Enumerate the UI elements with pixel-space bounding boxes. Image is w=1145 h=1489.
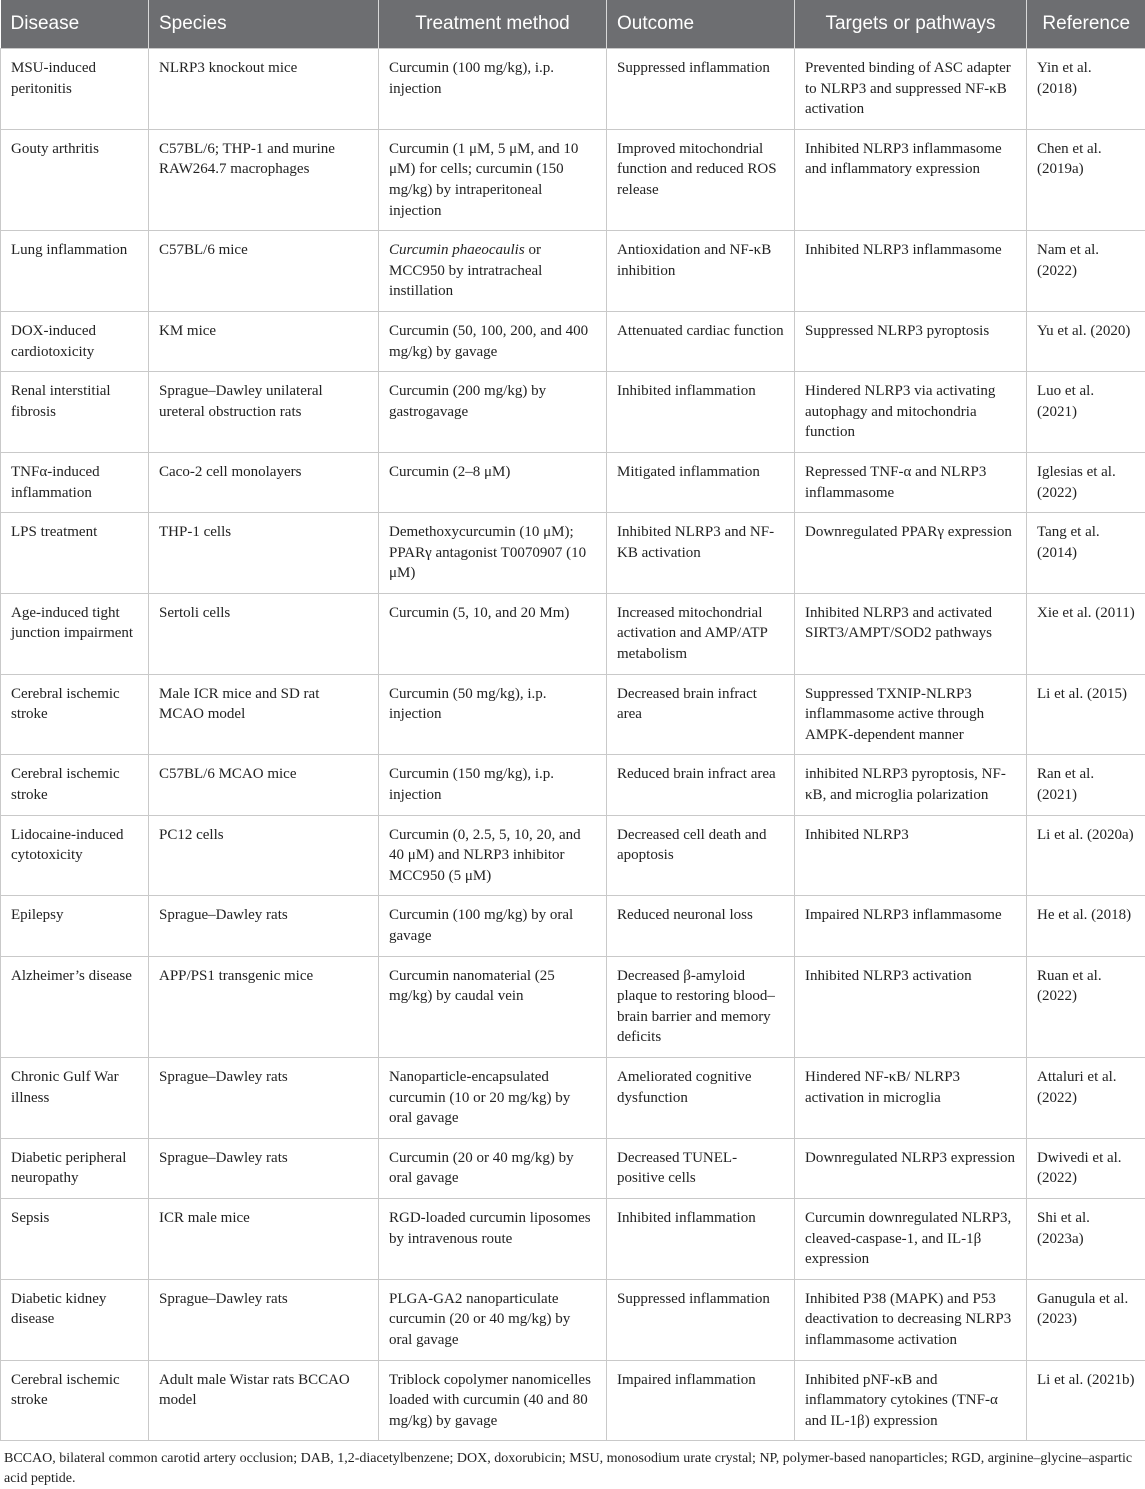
table-row: [1, 231, 1145, 312]
outcome-cell: Inhibited inflammation: [607, 1198, 795, 1279]
header-treatment-method: Treatment method: [379, 0, 607, 49]
treatment-cell: Curcumin (100 mg/kg) by oral gavage: [379, 896, 607, 956]
table-row: [1, 593, 1145, 674]
treatment-cell: Curcumin phaeocaulis or MCC950 by intratracheal instillation: [379, 231, 607, 312]
disease-cell: Lung inflammation: [1, 231, 149, 312]
species-cell: Caco-2 cell monolayers: [149, 452, 379, 512]
targets-cell: Impaired NLRP3 inflammasome: [795, 896, 1027, 956]
disease-cell: Gouty arthritis: [1, 129, 149, 230]
reference-cell: Ganugula et al. (2023): [1027, 1279, 1145, 1360]
header-targets-pathways: Targets or pathways: [795, 0, 1027, 49]
species-cell: Sprague–Dawley rats: [149, 1279, 379, 1360]
targets-cell: Suppressed NLRP3 pyroptosis: [795, 311, 1027, 371]
reference-cell: Nam et al. (2022): [1027, 231, 1145, 312]
header-species: Species: [149, 0, 379, 49]
table-row: [1, 1279, 1145, 1360]
treatment-cell: PLGA-GA2 nanoparticulate curcumin (20 or 40 mg/kg) by oral gavage: [379, 1279, 607, 1360]
targets-cell: Inhibited NLRP3 and activated SIRT3/AMPT/SOD2 pathways: [795, 593, 1027, 674]
table-row: [1, 755, 1145, 815]
reference-cell: Li et al. (2015): [1027, 674, 1145, 755]
reference-cell: Li et al. (2020a): [1027, 815, 1145, 896]
reference-cell: Ruan et al. (2022): [1027, 956, 1145, 1057]
disease-cell: Alzheimer’s disease: [1, 956, 149, 1057]
treatment-cell: Curcumin (100 mg/kg), i.p. injection: [379, 49, 607, 130]
targets-cell: Hindered NLRP3 via activating autophagy and mitochondria function: [795, 372, 1027, 453]
species-cell: KM mice: [149, 311, 379, 371]
species-cell: NLRP3 knockout mice: [149, 49, 379, 130]
treatment-cell: Curcumin (50, 100, 200, and 400 mg/kg) by gavage: [379, 311, 607, 371]
outcome-cell: Reduced neuronal loss: [607, 896, 795, 956]
disease-cell: DOX-induced cardiotoxicity: [1, 311, 149, 371]
table-row: [1, 311, 1145, 371]
outcome-cell: Inhibited inflammation: [607, 372, 795, 453]
outcome-cell: Decreased β-amyloid plaque to restoring blood–brain barrier and memory deficits: [607, 956, 795, 1057]
disease-cell: LPS treatment: [1, 513, 149, 594]
disease-cell: Sepsis: [1, 1198, 149, 1279]
reference-cell: Dwivedi et al. (2022): [1027, 1138, 1145, 1198]
outcome-cell: Decreased brain infract area: [607, 674, 795, 755]
reference-cell: Li et al. (2021b): [1027, 1360, 1145, 1441]
treatment-cell: Nanoparticle-encapsulated curcumin (10 or 20 mg/kg) by oral gavage: [379, 1057, 607, 1138]
reference-cell: Tang et al. (2014): [1027, 513, 1145, 594]
species-cell: C57BL/6 mice: [149, 231, 379, 312]
disease-cell: Chronic Gulf War illness: [1, 1057, 149, 1138]
reference-cell: Shi et al. (2023a): [1027, 1198, 1145, 1279]
table-row: [1, 815, 1145, 896]
targets-cell: Prevented binding of ASC adapter to NLRP3 and suppressed NF-κB activation: [795, 49, 1027, 130]
outcome-cell: Impaired inflammation: [607, 1360, 795, 1441]
treatment-cell: Curcumin (1 μM, 5 μM, and 10 μM) for cells; curcumin (150 mg/kg) by intraperitoneal injection: [379, 129, 607, 230]
outcome-cell: Reduced brain infract area: [607, 755, 795, 815]
reference-cell: Yin et al. (2018): [1027, 49, 1145, 130]
disease-cell: Lidocaine-induced cytotoxicity: [1, 815, 149, 896]
disease-cell: Cerebral ischemic stroke: [1, 1360, 149, 1441]
outcome-cell: Ameliorated cognitive dysfunction: [607, 1057, 795, 1138]
treatment-cell: Demethoxycurcumin (10 μM); PPARγ antagonist T0070907 (10 μM): [379, 513, 607, 594]
targets-cell: Inhibited P38 (MAPK) and P53 deactivation to decreasing NLRP3 inflammasome activation: [795, 1279, 1027, 1360]
reference-cell: Xie et al. (2011): [1027, 593, 1145, 674]
reference-cell: Attaluri et al. (2022): [1027, 1057, 1145, 1138]
table-row: [1, 129, 1145, 230]
targets-cell: Inhibited NLRP3 activation: [795, 956, 1027, 1057]
disease-cell: Diabetic peripheral neuropathy: [1, 1138, 149, 1198]
disease-cell: Epilepsy: [1, 896, 149, 956]
table-row: [1, 513, 1145, 594]
targets-cell: Hindered NF-κB/ NLRP3 activation in microglia: [795, 1057, 1027, 1138]
reference-cell: Yu et al. (2020): [1027, 311, 1145, 371]
table-row: [1, 674, 1145, 755]
outcome-cell: Increased mitochondrial activation and AMP/ATP metabolism: [607, 593, 795, 674]
outcome-cell: Decreased cell death and apoptosis: [607, 815, 795, 896]
outcome-cell: Inhibited NLRP3 and NF-KB activation: [607, 513, 795, 594]
species-cell: Adult male Wistar rats BCCAO model: [149, 1360, 379, 1441]
targets-cell: Curcumin downregulated NLRP3, cleaved-caspase-1, and IL-1β expression: [795, 1198, 1027, 1279]
targets-cell: Inhibited NLRP3 inflammasome: [795, 231, 1027, 312]
treatment-cell: Curcumin (2–8 μM): [379, 452, 607, 512]
species-cell: Sprague–Dawley rats: [149, 1138, 379, 1198]
reference-cell: Luo et al. (2021): [1027, 372, 1145, 453]
species-cell: Sprague–Dawley rats: [149, 896, 379, 956]
outcome-cell: Suppressed inflammation: [607, 49, 795, 130]
reference-cell: He et al. (2018): [1027, 896, 1145, 956]
table-footnote: BCCAO, bilateral common carotid artery occlusion; DAB, 1,2-diacetylbenzene; DOX, doxorubicin; MSU, monosodium urate crystal; NP, polymer-based nanoparticles; RGD, arginine–glycine–aspartic acid peptide.: [4, 1451, 1133, 1487]
targets-cell: Inhibited NLRP3 inflammasome and inflammatory expression: [795, 129, 1027, 230]
table-row: [1, 896, 1145, 956]
outcome-cell: Suppressed inflammation: [607, 1279, 795, 1360]
header-outcome: Outcome: [607, 0, 795, 49]
species-cell: Male ICR mice and SD rat MCAO model: [149, 674, 379, 755]
outcome-cell: Attenuated cardiac function: [607, 311, 795, 371]
disease-cell: MSU-induced peritonitis: [1, 49, 149, 130]
species-cell: Sprague–Dawley rats: [149, 1057, 379, 1138]
table-row: [1, 956, 1145, 1057]
treatment-cell: Curcumin (0, 2.5, 5, 10, 20, and 40 μM) and NLRP3 inhibitor MCC950 (5 μM): [379, 815, 607, 896]
treatment-cell: Curcumin (20 or 40 mg/kg) by oral gavage: [379, 1138, 607, 1198]
targets-cell: inhibited NLRP3 pyroptosis, NF-κB, and microglia polarization: [795, 755, 1027, 815]
outcome-cell: Decreased TUNEL-positive cells: [607, 1138, 795, 1198]
header-row: [1, 0, 1145, 49]
reference-cell: Iglesias et al. (2022): [1027, 452, 1145, 512]
header-disease: Disease: [1, 0, 149, 49]
disease-cell: Age-induced tight junction impairment: [1, 593, 149, 674]
species-cell: C57BL/6 MCAO mice: [149, 755, 379, 815]
header-reference: Reference: [1027, 0, 1145, 49]
treatment-cell: Curcumin (5, 10, and 20 Mm): [379, 593, 607, 674]
species-cell: PC12 cells: [149, 815, 379, 896]
outcome-cell: Improved mitochondrial function and reduced ROS release: [607, 129, 795, 230]
disease-cell: Cerebral ischemic stroke: [1, 674, 149, 755]
table-row: [1, 1057, 1145, 1138]
targets-cell: Inhibited NLRP3: [795, 815, 1027, 896]
outcome-cell: Antioxidation and NF-κB inhibition: [607, 231, 795, 312]
targets-cell: Downregulated NLRP3 expression: [795, 1138, 1027, 1198]
table-row: [1, 1138, 1145, 1198]
targets-cell: Downregulated PPARγ expression: [795, 513, 1027, 594]
treatment-cell: Curcumin (50 mg/kg), i.p. injection: [379, 674, 607, 755]
targets-cell: Repressed TNF-α and NLRP3 inflammasome: [795, 452, 1027, 512]
species-cell: Sertoli cells: [149, 593, 379, 674]
treatment-cell: Triblock copolymer nanomicelles loaded with curcumin (40 and 80 mg/kg) by gavage: [379, 1360, 607, 1441]
disease-cell: Cerebral ischemic stroke: [1, 755, 149, 815]
table-row: [1, 1360, 1145, 1441]
species-cell: THP-1 cells: [149, 513, 379, 594]
table-header: [1, 0, 1145, 49]
reference-cell: Ran et al. (2021): [1027, 755, 1145, 815]
disease-cell: TNFα-induced inflammation: [1, 452, 149, 512]
table-body: [1, 49, 1145, 1441]
treatment-cell: Curcumin (150 mg/kg), i.p. injection: [379, 755, 607, 815]
disease-cell: Renal interstitial fibrosis: [1, 372, 149, 453]
species-cell: C57BL/6; THP-1 and murine RAW264.7 macrophages: [149, 129, 379, 230]
outcome-cell: Mitigated inflammation: [607, 452, 795, 512]
species-cell: ICR male mice: [149, 1198, 379, 1279]
table-row: [1, 452, 1145, 512]
table-row: [1, 1198, 1145, 1279]
reference-cell: Chen et al. (2019a): [1027, 129, 1145, 230]
treatment-cell: RGD-loaded curcumin liposomes by intravenous route: [379, 1198, 607, 1279]
targets-cell: Inhibited pNF-κB and inflammatory cytokines (TNF-α and IL-1β) expression: [795, 1360, 1027, 1441]
species-cell: Sprague–Dawley unilateral ureteral obstruction rats: [149, 372, 379, 453]
targets-cell: Suppressed TXNIP-NLRP3 inflammasome active through AMPK-dependent manner: [795, 674, 1027, 755]
species-name-italic: Curcumin phaeocaulis: [389, 242, 525, 259]
species-cell: APP/PS1 transgenic mice: [149, 956, 379, 1057]
table-row: [1, 49, 1145, 130]
table-row: [1, 372, 1145, 453]
disease-cell: Diabetic kidney disease: [1, 1279, 149, 1360]
treatment-cell: Curcumin nanomaterial (25 mg/kg) by caudal vein: [379, 956, 607, 1057]
treatment-cell: Curcumin (200 mg/kg) by gastrogavage: [379, 372, 607, 453]
